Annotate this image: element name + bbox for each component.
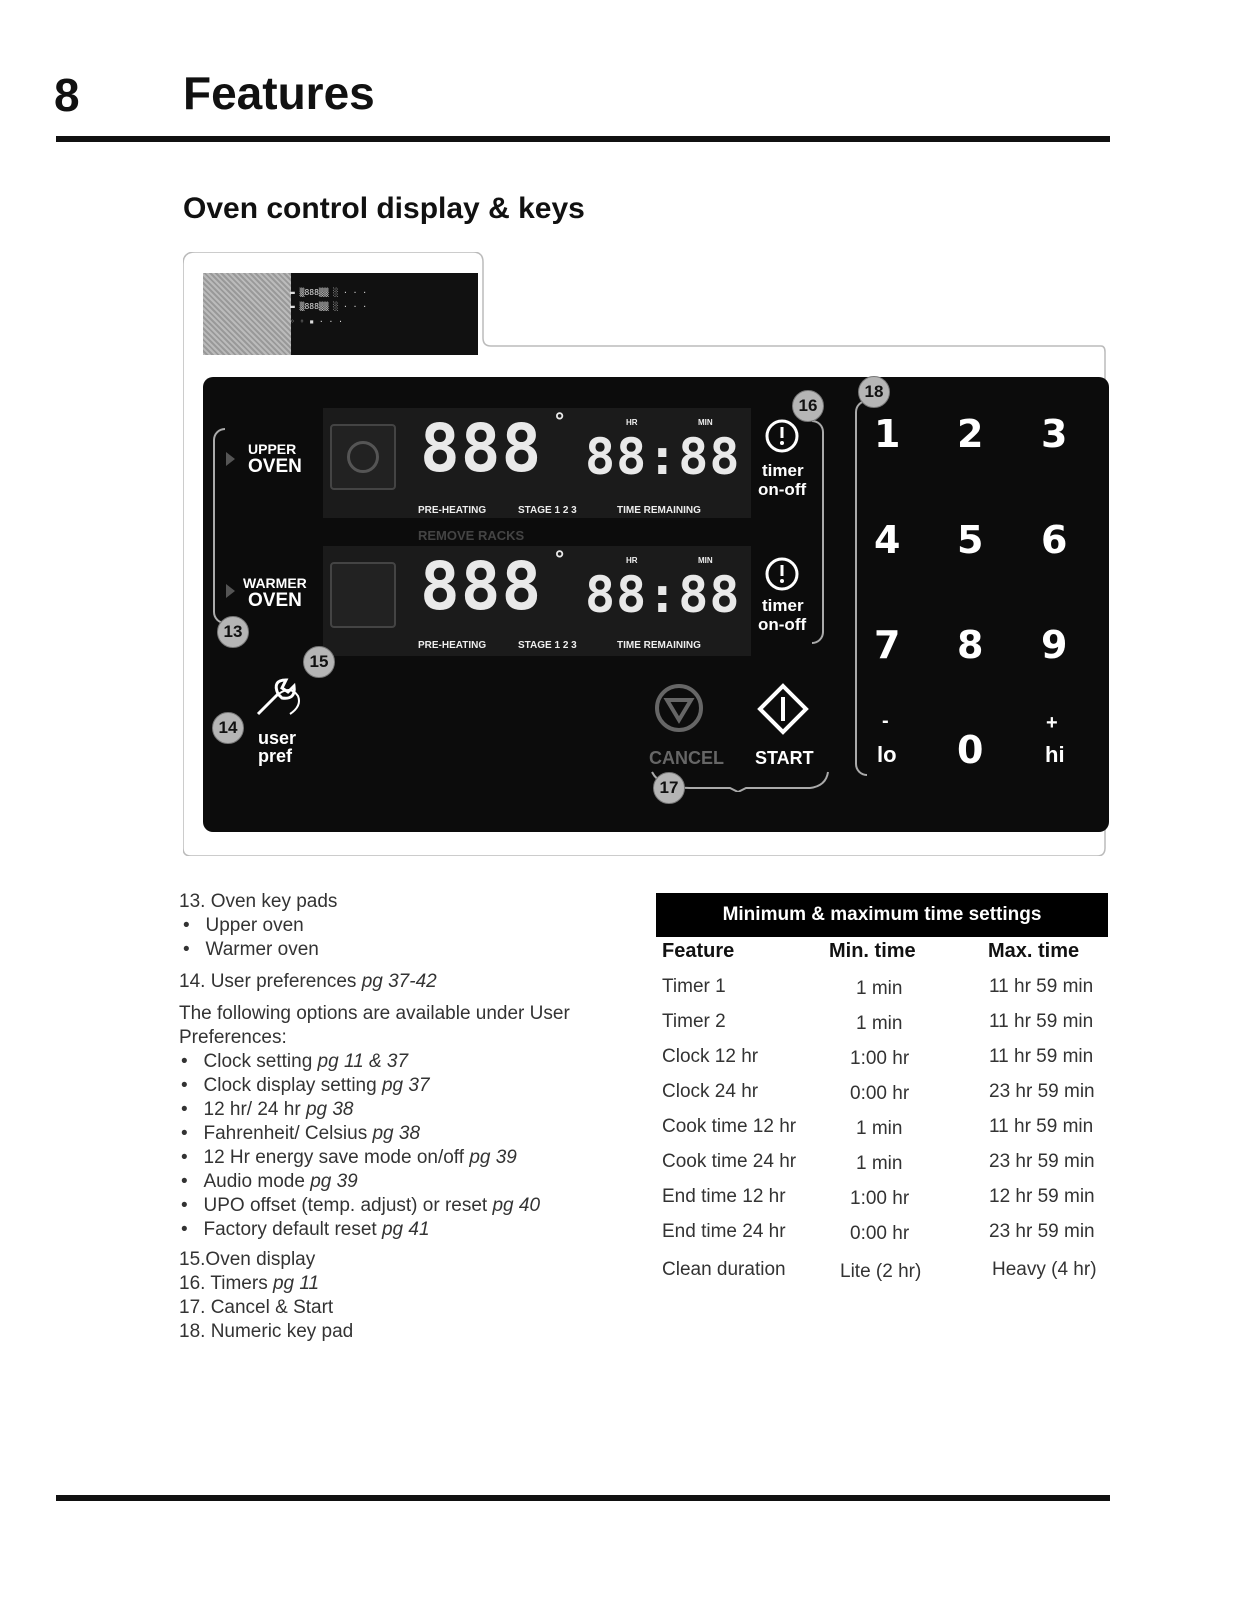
- column-header-max-time: Max. time: [988, 940, 1080, 962]
- item-14-text: 14. User preferences: [179, 971, 362, 992]
- upper-time-digits: 88:88: [585, 428, 741, 486]
- table-cell-min: 1 min: [856, 1153, 903, 1174]
- table-cell-min: 1:00 hr: [850, 1048, 910, 1069]
- callout-17: 17: [653, 772, 685, 804]
- table-cell-feature: End time 24 hr: [662, 1221, 786, 1242]
- page-reference: pg 11 & 37: [317, 1051, 409, 1072]
- page-reference: pg 11: [272, 1273, 320, 1294]
- key-2[interactable]: 2: [957, 412, 984, 456]
- bullet-text: Clock display setting: [203, 1075, 382, 1096]
- bullet-text: Clock setting: [203, 1051, 318, 1072]
- table-cell-max: 11 hr 59 min: [989, 976, 1094, 997]
- page-reference: pg 37: [381, 1075, 430, 1096]
- key-7[interactable]: 7: [874, 623, 901, 667]
- page-reference: pg 39: [310, 1171, 358, 1192]
- key-hi[interactable]: hi: [1045, 742, 1065, 767]
- warmer-oven-icon: [330, 562, 396, 628]
- list-item: • Factory default reset pg 41: [181, 1219, 430, 1240]
- item-17-heading: 17. Cancel & Start: [179, 1297, 334, 1318]
- item-15-heading: 15.Oven display: [179, 1249, 316, 1270]
- bullet-text: Warmer oven: [205, 939, 319, 960]
- lower-hr-label: HR: [626, 556, 638, 565]
- callout-18: 18: [858, 376, 890, 408]
- warmer-oven-key-label-2[interactable]: OVEN: [248, 590, 302, 611]
- item-13-heading: 13. Oven key pads: [179, 891, 338, 912]
- column-header-feature: Feature: [662, 940, 735, 962]
- upper-oven-key-label-2[interactable]: OVEN: [248, 456, 302, 477]
- list-item: • Warmer oven: [183, 939, 319, 960]
- bullet-text: 12 hr/ 24 hr: [203, 1099, 306, 1120]
- start-button[interactable]: START: [755, 748, 814, 768]
- page-title: Features: [183, 67, 375, 119]
- timer-2-label-1[interactable]: timer: [762, 596, 804, 615]
- table-cell-max: 23 hr 59 min: [989, 1081, 1095, 1102]
- list-item: • UPO offset (temp. adjust) or reset pg 40: [181, 1195, 541, 1216]
- keypad-bracket: [855, 400, 867, 776]
- table-cell-max: 11 hr 59 min: [989, 1046, 1094, 1067]
- wrench-icon[interactable]: [250, 676, 306, 722]
- lower-preheating-label: PRE-HEATING: [418, 640, 487, 651]
- key-8[interactable]: 8: [957, 623, 984, 667]
- key-6[interactable]: 6: [1041, 518, 1068, 562]
- mini-display-row-2: ▬ ▒888▒▒ ░ · · ·: [290, 302, 368, 311]
- footer-rule: [56, 1495, 1110, 1501]
- header-rule: [56, 136, 1110, 142]
- table-cell-max: Heavy (4 hr): [992, 1259, 1097, 1280]
- mini-display-shade: [203, 273, 291, 355]
- key-3[interactable]: 3: [1041, 412, 1068, 456]
- key-1[interactable]: 1: [874, 412, 901, 456]
- mini-display-row-1: ▬ ▒888▒▒ ░ · · ·: [290, 288, 368, 297]
- list-item: • Clock display setting pg 37: [181, 1075, 430, 1096]
- lower-min-label: MIN: [698, 556, 713, 565]
- table-cell-min: 1 min: [856, 978, 903, 999]
- key-lo-symbol[interactable]: -: [882, 710, 889, 732]
- mini-display-row-3: ◦ ◦ ▪ · · ·: [290, 317, 343, 326]
- list-item: • 12 Hr energy save mode on/off pg 39: [181, 1147, 517, 1168]
- list-item: • Upper oven: [183, 915, 304, 936]
- lower-temp-digits: 888: [420, 548, 543, 625]
- intro-line-1: The following options are available under User: [179, 1003, 570, 1024]
- lower-degree-symbol: °: [553, 548, 568, 573]
- bullet-text: Audio mode: [203, 1171, 311, 1192]
- warmer-oven-key-label-1[interactable]: WARMER: [243, 575, 307, 591]
- start-icon[interactable]: [757, 683, 809, 735]
- item-14-heading: [179, 970, 437, 994]
- table-cell-feature: Clean duration: [662, 1259, 786, 1280]
- table-cell-feature: Cook time 24 hr: [662, 1151, 797, 1172]
- column-header-min-time: Min. time: [829, 940, 916, 962]
- timer-1-label-1[interactable]: timer: [762, 461, 804, 480]
- upper-min-label: MIN: [698, 418, 713, 427]
- table-cell-feature: Timer 2: [662, 1011, 726, 1032]
- key-4[interactable]: 4: [874, 518, 901, 562]
- cancel-button[interactable]: CANCEL: [649, 748, 724, 768]
- lower-time-remaining-label: TIME REMAINING: [617, 640, 701, 651]
- list-item: • Clock setting pg 11 & 37: [181, 1051, 409, 1072]
- page-reference: pg 38: [305, 1099, 354, 1120]
- page-reference: pg 40: [492, 1195, 541, 1216]
- oven-selector-bracket: [213, 428, 225, 624]
- page-number: 8: [54, 69, 80, 121]
- table-cell-max: 23 hr 59 min: [989, 1221, 1095, 1242]
- table-cell-min: 1:00 hr: [850, 1188, 910, 1209]
- fan-ring-icon: [347, 441, 379, 473]
- table-cell-max: 23 hr 59 min: [989, 1151, 1095, 1172]
- lower-time-digits: 88:88: [585, 566, 741, 624]
- callout-13: 13: [217, 616, 249, 648]
- table-cell-feature: Clock 12 hr: [662, 1046, 759, 1067]
- list-item: • Fahrenheit/ Celsius pg 38: [181, 1123, 421, 1144]
- timer-1-icon[interactable]: [764, 418, 800, 454]
- upper-oven-key-label-1[interactable]: UPPER: [248, 441, 297, 457]
- lower-stage-label: STAGE 1 2 3: [518, 640, 577, 651]
- timer-2-icon[interactable]: [764, 556, 800, 592]
- user-pref-label-1[interactable]: user: [258, 728, 297, 748]
- table-cell-min: 1 min: [856, 1118, 903, 1139]
- page-reference: pg 37-42: [361, 971, 437, 992]
- bullet-text: 12 Hr energy save mode on/off: [203, 1147, 470, 1168]
- table-cell-feature: End time 12 hr: [662, 1186, 786, 1207]
- upper-time-remaining-label: TIME REMAINING: [617, 505, 701, 516]
- key-lo[interactable]: lo: [877, 742, 897, 767]
- callout-15: 15: [303, 646, 335, 678]
- upper-temp-digits: 888: [420, 410, 543, 487]
- bullet-text: Fahrenheit/ Celsius: [203, 1123, 373, 1144]
- item-16-heading: [179, 1272, 319, 1296]
- callout-14: 14: [212, 712, 244, 744]
- page-reference: pg 39: [469, 1147, 517, 1168]
- table-cell-min: 0:00 hr: [850, 1083, 910, 1104]
- key-9[interactable]: 9: [1041, 623, 1068, 667]
- timers-bracket: [812, 420, 824, 644]
- table-cell-max: 12 hr 59 min: [989, 1186, 1095, 1207]
- table-cell-max: 11 hr 59 min: [989, 1116, 1094, 1137]
- table-cell-min: Lite (2 hr): [840, 1261, 922, 1282]
- remove-racks-label: REMOVE RACKS: [418, 528, 525, 543]
- list-item: • Audio mode pg 39: [181, 1171, 358, 1192]
- page-reference: pg 38: [372, 1123, 421, 1144]
- callout-16: 16: [792, 390, 824, 422]
- item-18-heading: 18. Numeric key pad: [179, 1321, 354, 1342]
- key-0[interactable]: 0: [957, 728, 984, 772]
- cancel-icon[interactable]: [654, 683, 704, 733]
- key-hi-symbol[interactable]: +: [1046, 712, 1058, 734]
- upper-preheating-label: PRE-HEATING: [418, 505, 487, 516]
- table-cell-min: 0:00 hr: [850, 1223, 910, 1244]
- upper-stage-label: STAGE 1 2 3: [518, 505, 577, 516]
- user-pref-label-2[interactable]: pref: [258, 746, 293, 766]
- settings-table-title: Minimum & maximum time settings: [656, 893, 1108, 937]
- timer-2-label-2[interactable]: on-off: [758, 615, 807, 634]
- bullet-text: Upper oven: [205, 915, 304, 936]
- intro-line-2: Preferences:: [179, 1027, 287, 1048]
- page-reference: pg 41: [381, 1219, 430, 1240]
- table-cell-max: 11 hr 59 min: [989, 1011, 1094, 1032]
- timer-1-label-2[interactable]: on-off: [758, 480, 807, 499]
- upper-hr-label: HR: [626, 418, 638, 427]
- key-5[interactable]: 5: [957, 518, 984, 562]
- upper-oven-arrow-icon: [226, 452, 235, 466]
- item-16-text: 16. Timers: [179, 1273, 273, 1294]
- bullet-text: Factory default reset: [203, 1219, 382, 1240]
- table-cell-feature: Cook time 12 hr: [662, 1116, 797, 1137]
- table-cell-feature: Clock 24 hr: [662, 1081, 759, 1102]
- list-item: • 12 hr/ 24 hr pg 38: [181, 1099, 354, 1120]
- table-cell-feature: Timer 1: [662, 976, 726, 997]
- warmer-oven-arrow-icon: [226, 584, 235, 598]
- section-heading: Oven control display & keys: [183, 192, 585, 225]
- table-cell-min: 1 min: [856, 1013, 903, 1034]
- bullet-text: UPO offset (temp. adjust) or reset: [203, 1195, 493, 1216]
- upper-degree-symbol: °: [553, 410, 568, 435]
